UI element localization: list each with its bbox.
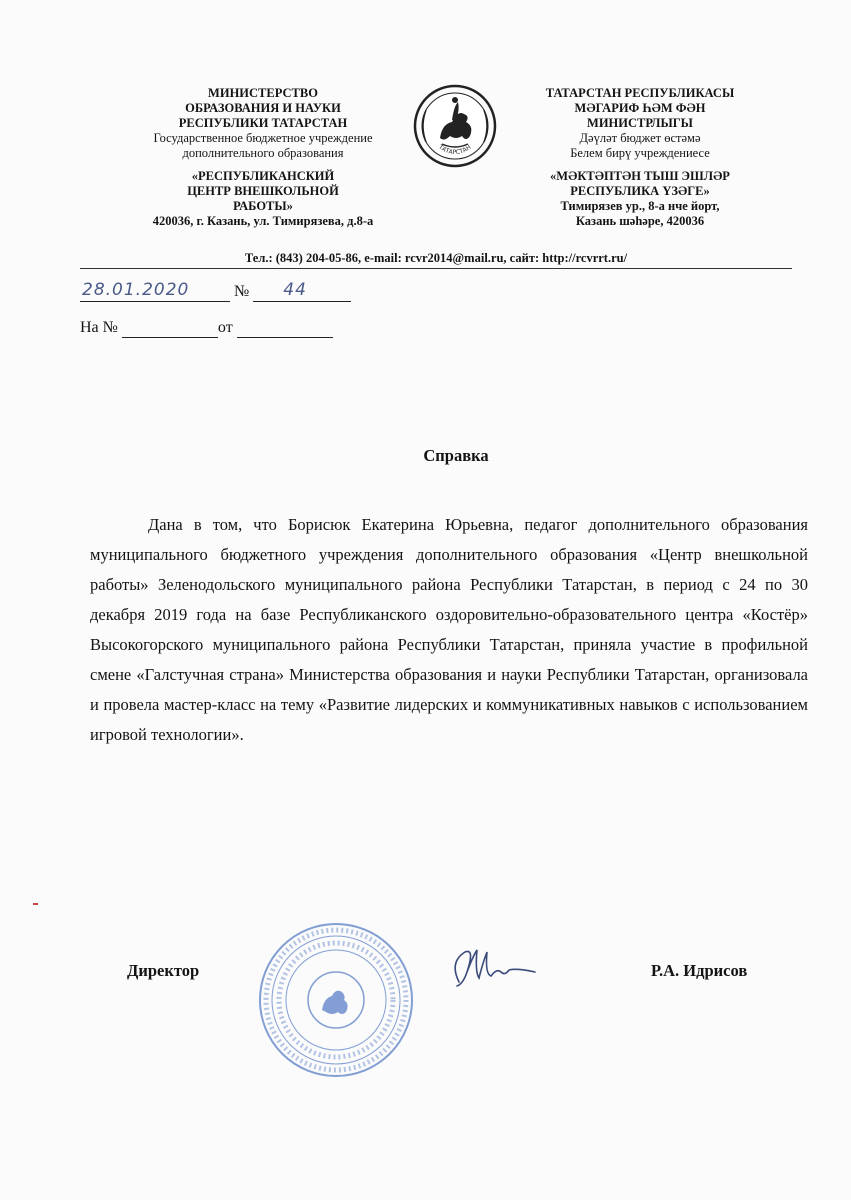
- handwritten-signature-icon: [445, 942, 555, 992]
- org-type-line-1: Государственное бюджетное учреждение: [153, 131, 373, 145]
- org-address-ru: 420036, г. Казань, ул. Тимирязева, д.8-а: [152, 214, 374, 228]
- org-type-tt-line-1: Дәүләт бюджет өстәмә: [579, 131, 701, 145]
- org-name-ru: «РЕСПУБЛИКАНСКИЙ ЦЕНТР ВНЕШКОЛЬНОЙ РАБОТЫ»: [187, 169, 339, 213]
- number-label: №: [234, 283, 250, 300]
- signer-position: Директор: [127, 961, 200, 980]
- emblem-text: ТАТАРСТАН: [437, 143, 473, 157]
- outgoing-reference: [80, 282, 351, 302]
- incoming-number-label: На №: [80, 319, 118, 336]
- scan-mark: [33, 903, 38, 905]
- handwritten-date: 28.01.2020: [82, 280, 190, 300]
- tatarstan-emblem-icon: [412, 80, 498, 176]
- org-address-tt-line-1: Тимирязев ур., 8-а нче йорт,: [560, 199, 720, 213]
- handwritten-number: 44: [283, 280, 307, 300]
- org-address-tt-line-2: Казань шәһәре, 420036: [575, 214, 705, 228]
- from-date-blank: [237, 320, 333, 338]
- ministry-name-ru: МИНИСТЕРСТВО ОБРАЗОВАНИЯ И НАУКИ РЕСПУБЛИКИ ТАТАРСТАН: [178, 86, 348, 130]
- org-name-tt: «МӘКТӘПТӘН ТЫШ ЭШЛӘР РЕСПУБЛИКА ҮЗӘГЕ»: [550, 169, 730, 198]
- signer-name: Р.А. Идрисов: [651, 961, 748, 980]
- contact-line: Тел.: (843) 204-05-86, e-mail: rcvr2014@mail.ru, сайт: http://rcvrrt.ru/: [244, 251, 628, 265]
- header-divider: [80, 268, 792, 269]
- from-label: от: [217, 319, 233, 336]
- document-title: Справка: [423, 446, 489, 465]
- round-seal-stamp-icon: [256, 920, 416, 1080]
- incoming-reference: [80, 318, 333, 338]
- incoming-number-blank: [122, 320, 218, 338]
- org-type-line-2: дополнительного образования: [182, 146, 344, 160]
- ministry-name-tt: ТАТАРСТАН РЕСПУБЛИКАСЫ МӘГАРИФ ҺӘМ ФӘН МИНИСТРЛЫГЫ: [545, 86, 735, 130]
- header-left-block: [118, 86, 408, 229]
- header-right-block: [515, 86, 765, 229]
- date-field: [80, 280, 230, 302]
- org-type-tt-line-2: Белем бирү учреждениесе: [570, 146, 710, 160]
- document-body: Дана в том, что Борисюк Екатерина Юрьевна, педагог дополнительного образования муниципального бюджетного учреждения дополнительного образования «Центр внешкольной работы» Зеленодольского муниципального района Республики Татарстан, в период с 24 по 30 декабря 2019 года на базе Республиканского оздоровительно-образовательного центра «Костёр» Высокогорского муниципального района Республики Татарстан, приняла участие в профильной смене «Галстучная страна» Министерства образования и науки Республики Татарстан, организовала и провела мастер-класс на тему «Развитие лидерских и коммуникативных навыков с использованием игровой технологии».: [90, 515, 808, 744]
- number-field: [253, 280, 351, 302]
